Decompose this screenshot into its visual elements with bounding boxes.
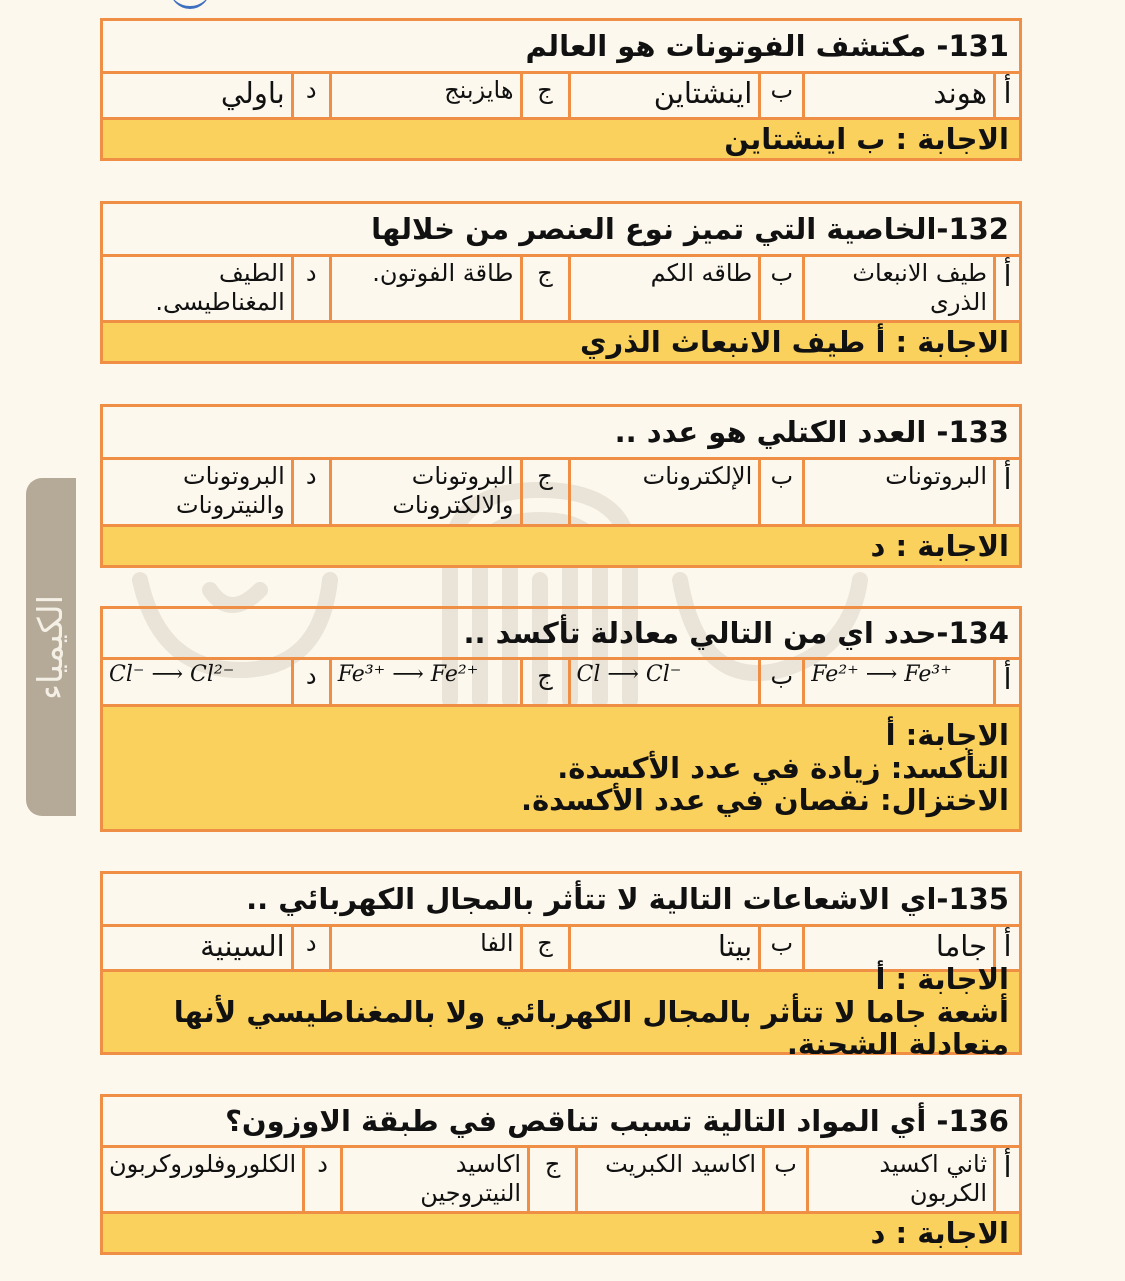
options-row bbox=[103, 74, 1019, 120]
option-letter: د bbox=[291, 460, 329, 524]
option-text: الإلكترونات bbox=[568, 460, 759, 524]
answer-box bbox=[103, 707, 1019, 829]
option-letter: ج bbox=[520, 74, 568, 117]
option-letter: ب bbox=[758, 257, 802, 320]
option-text: باولي bbox=[220, 76, 285, 110]
option-letter: د bbox=[291, 660, 329, 704]
option-text: السينية bbox=[200, 929, 285, 963]
option-letter: ج bbox=[527, 1148, 575, 1211]
answer-box bbox=[103, 1214, 1019, 1252]
options-row bbox=[103, 257, 1019, 323]
question-text: 135-اي الاشعاعات التالية لا تتأثر بالمجال الكهربائي .. bbox=[103, 874, 1019, 927]
answer-line: التأكسد: زيادة في عدد الأكسدة. bbox=[557, 750, 1009, 785]
answer-line: الاجابة : د bbox=[870, 528, 1009, 563]
answer-line: أشعة جاما لا تتأثر بالمجال الكهربائي ولا بالمغناطيسي لأنها متعادلة الشحنة. bbox=[173, 994, 1009, 1062]
option-letter: ب bbox=[758, 660, 802, 704]
option-text: الفا bbox=[329, 927, 520, 969]
option-letter: ب bbox=[762, 1148, 806, 1211]
option-letter: ج bbox=[520, 257, 568, 320]
option-letter: ب bbox=[758, 927, 802, 969]
option-text: طاقه الكم bbox=[568, 257, 759, 320]
question-text: 134-حدد اي من التالي معادلة تأكسد .. bbox=[103, 609, 1019, 660]
option-text: الطيف المغناطيسى. bbox=[155, 259, 285, 317]
option-letter: د bbox=[291, 257, 329, 320]
option-text: هايزبنج bbox=[329, 74, 520, 117]
option-letter: د bbox=[291, 927, 329, 969]
option-text: البروتونات bbox=[802, 460, 993, 524]
option-letter: ج bbox=[520, 660, 568, 704]
question-card bbox=[100, 871, 1022, 1062]
options-row bbox=[103, 660, 1019, 707]
question-text: 132-الخاصية التي تميز نوع العنصر من خلالها bbox=[103, 204, 1019, 257]
question-text: 131- مكتشف الفوتونات هو العالم bbox=[103, 21, 1019, 74]
side-tab bbox=[26, 478, 76, 816]
options-row bbox=[103, 1148, 1019, 1214]
answer-line: الاختزال: نقصان في عدد الأكسدة. bbox=[521, 783, 1009, 818]
option-letter: أ bbox=[993, 460, 1019, 524]
option-letter: د bbox=[302, 1148, 340, 1211]
answer-box bbox=[103, 323, 1019, 361]
question-text: 136- أي المواد التالية تسبب تناقص في طبقة الاوزون؟ bbox=[103, 1097, 1019, 1148]
option-text: اينشتاين bbox=[568, 74, 759, 117]
option-letter: ج bbox=[520, 460, 568, 524]
answer-box bbox=[103, 962, 1019, 1062]
option-text: الكلوروفلوروكربون bbox=[109, 1150, 297, 1178]
option-letter: ج bbox=[520, 927, 568, 969]
answer-line: الاجابة : أ bbox=[875, 962, 1009, 997]
answer-line: الاجابة: أ bbox=[885, 718, 1009, 753]
option-text: البروتونات والالكترونات bbox=[329, 460, 520, 524]
option-text: البروتونات والنيترونات bbox=[176, 462, 285, 520]
option-text: بيتا bbox=[568, 927, 759, 969]
option-letter: ب bbox=[758, 74, 802, 117]
answer-box bbox=[103, 527, 1019, 565]
option-text: ثاني اكسيد الكربون bbox=[806, 1148, 993, 1211]
option-letter: أ bbox=[993, 660, 1019, 704]
option-letter: أ bbox=[993, 927, 1019, 969]
question-card bbox=[100, 606, 1022, 832]
option-letter: أ bbox=[993, 1148, 1019, 1211]
decorative-arc bbox=[170, 0, 210, 9]
answer-line: الاجابة : د bbox=[870, 1215, 1009, 1250]
question-card bbox=[100, 1094, 1022, 1255]
option-letter: د bbox=[291, 74, 329, 117]
option-text: جاما bbox=[802, 927, 993, 969]
question-card bbox=[100, 201, 1022, 364]
question-card bbox=[100, 18, 1022, 161]
answer-line: الاجابة : ب اينشتاين bbox=[724, 121, 1009, 156]
options-row bbox=[103, 460, 1019, 527]
option-letter: ب bbox=[758, 460, 802, 524]
question-text: 133- العدد الكتلي هو عدد .. bbox=[103, 407, 1019, 460]
option-text: طيف الانبعاث الذرى bbox=[802, 257, 993, 320]
answer-line: الاجابة : أ طيف الانبعاث الذري bbox=[579, 324, 1009, 359]
option-text: اكاسيد النيتروجين bbox=[340, 1148, 527, 1211]
option-text: اكاسيد الكبريت bbox=[575, 1148, 762, 1211]
option-text: طاقة الفوتون. bbox=[329, 257, 520, 320]
answer-box bbox=[103, 120, 1019, 158]
question-card bbox=[100, 404, 1022, 568]
option-text: هوند bbox=[802, 74, 993, 117]
side-tab-label: الكيمياء bbox=[31, 594, 71, 700]
option-equation: Fe²⁺ ⟶ Fe³⁺ bbox=[802, 660, 993, 704]
option-equation: Cl⁻ ⟶ Cl²⁻ bbox=[109, 662, 235, 687]
option-equation: Fe³⁺ ⟶ Fe²⁺ bbox=[329, 660, 520, 704]
option-letter: أ bbox=[993, 257, 1019, 320]
option-letter: أ bbox=[993, 74, 1019, 117]
option-equation: Cl ⟶ Cl⁻ bbox=[568, 660, 759, 704]
